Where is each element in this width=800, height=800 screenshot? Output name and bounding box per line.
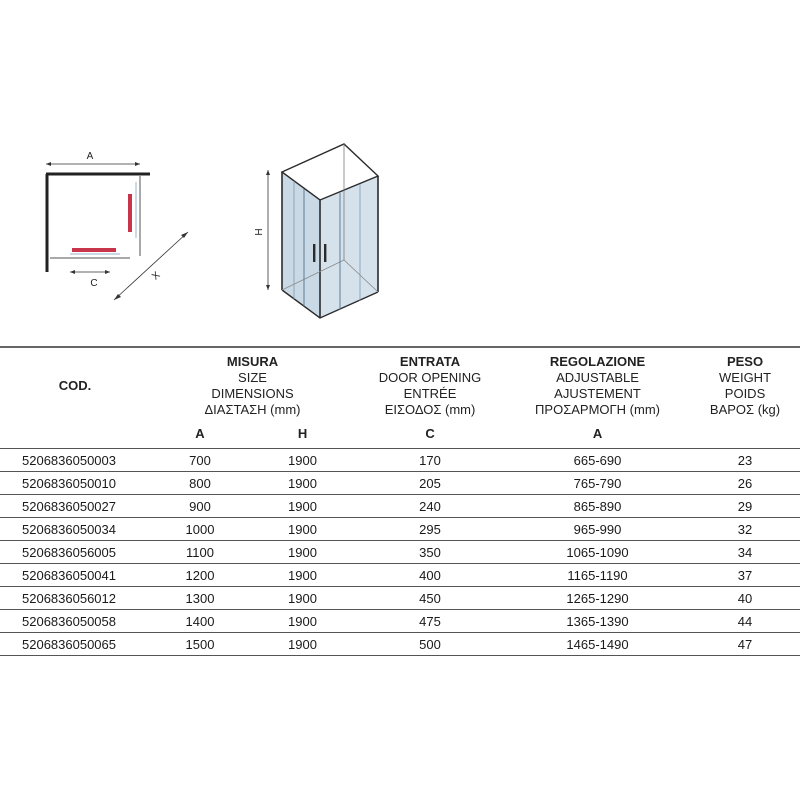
size-h-cell: 1900 xyxy=(250,449,355,472)
header-weight-gr: ΒΑΡΟΣ (kg) xyxy=(709,402,781,417)
size-a-cell: 1300 xyxy=(150,587,250,610)
size-h-cell: 1900 xyxy=(250,495,355,518)
code-cell: 5206836050003 xyxy=(0,449,150,472)
code-cell: 5206836050010 xyxy=(0,472,150,495)
dimension-a-label: A xyxy=(86,151,94,162)
dimension-h-arrow-bottom xyxy=(266,285,270,290)
dimension-a-arrow-right xyxy=(135,162,140,166)
adjust-cell: 965-990 xyxy=(505,518,690,541)
plan-view-diagram xyxy=(40,148,200,308)
dimension-c-label: C xyxy=(90,278,98,289)
adjust-cell: 1365-1390 xyxy=(505,610,690,633)
adjust-cell: 1265-1290 xyxy=(505,587,690,610)
size-h-cell: 1900 xyxy=(250,610,355,633)
header-adjust-it: REGOLAZIONE xyxy=(549,354,646,369)
elevation-diagram xyxy=(250,132,390,322)
header-adjust xyxy=(505,347,690,418)
size-a-cell: 1200 xyxy=(150,564,250,587)
weight-cell: 26 xyxy=(690,472,800,495)
code-cell: 5206836050065 xyxy=(0,633,150,656)
header-door-fr: ENTRÉE xyxy=(403,386,457,401)
table-row xyxy=(0,610,800,633)
right-door-handle xyxy=(128,194,132,232)
size-a-cell: 1100 xyxy=(150,541,250,564)
right-door-handle xyxy=(324,244,326,262)
door-c-cell: 450 xyxy=(355,587,505,610)
door-c-cell: 475 xyxy=(355,610,505,633)
header-door-it: ENTRATA xyxy=(399,354,461,369)
header-size-gr: ΔΙΑΣΤΑΣΗ (mm) xyxy=(204,402,301,417)
header-adjust-fr: AJUSTEMENT xyxy=(554,386,641,401)
header-size-it: MISURA xyxy=(226,354,279,369)
door-c-cell: 240 xyxy=(355,495,505,518)
front-door-handle xyxy=(72,248,116,252)
header-size xyxy=(150,347,355,418)
door-c-cell: 500 xyxy=(355,633,505,656)
adjust-cell: 1465-1490 xyxy=(505,633,690,656)
header-door-gr: ΕΙΣΟΔΟΣ (mm) xyxy=(384,402,476,417)
code-cell: 5206836050034 xyxy=(0,518,150,541)
table-body xyxy=(0,449,800,656)
size-h-cell: 1900 xyxy=(250,472,355,495)
specifications-table xyxy=(0,346,800,656)
right-glass-face xyxy=(320,176,378,318)
dimension-h-label: H xyxy=(254,228,265,236)
adjust-cell: 765-790 xyxy=(505,472,690,495)
table-header-row xyxy=(0,347,800,418)
letter-empty xyxy=(0,418,150,449)
weight-cell: 23 xyxy=(690,449,800,472)
weight-cell: 32 xyxy=(690,518,800,541)
size-h-cell: 1900 xyxy=(250,587,355,610)
dimension-c-arrow-right xyxy=(105,270,110,274)
weight-cell: 29 xyxy=(690,495,800,518)
table-row xyxy=(0,472,800,495)
header-weight-it: PESO xyxy=(726,354,764,369)
door-c-cell: 350 xyxy=(355,541,505,564)
letter-adj: A xyxy=(592,426,603,441)
letter-weight-empty xyxy=(690,418,800,449)
header-size-en: SIZE xyxy=(238,370,267,385)
table-row xyxy=(0,541,800,564)
adjust-cell: 865-890 xyxy=(505,495,690,518)
table-row xyxy=(0,518,800,541)
adjust-cell: 1165-1190 xyxy=(505,564,690,587)
dimension-x-line xyxy=(114,232,188,300)
code-cell: 5206836050058 xyxy=(0,610,150,633)
letter-h: H xyxy=(297,426,308,441)
size-a-cell: 800 xyxy=(150,472,250,495)
left-door-handle xyxy=(313,244,315,262)
weight-cell: 34 xyxy=(690,541,800,564)
header-weight-en: WEIGHT xyxy=(719,370,772,385)
header-door xyxy=(355,347,505,418)
code-cell: 5206836050041 xyxy=(0,564,150,587)
size-h-cell: 1900 xyxy=(250,564,355,587)
size-a-cell: 1400 xyxy=(150,610,250,633)
code-cell: 5206836056012 xyxy=(0,587,150,610)
door-c-cell: 295 xyxy=(355,518,505,541)
header-adjust-gr: ΠΡΟΣΑΡΜΟΓΗ (mm) xyxy=(535,402,660,417)
weight-cell: 40 xyxy=(690,587,800,610)
weight-cell: 44 xyxy=(690,610,800,633)
letter-c: C xyxy=(425,426,435,441)
door-c-cell: 170 xyxy=(355,449,505,472)
header-weight-fr: POIDS xyxy=(724,386,766,401)
door-c-cell: 400 xyxy=(355,564,505,587)
size-a-cell: 1000 xyxy=(150,518,250,541)
size-a-cell: 900 xyxy=(150,495,250,518)
dimension-h-arrow-top xyxy=(266,170,270,175)
table-row xyxy=(0,495,800,518)
letter-a: A xyxy=(195,426,205,441)
header-adjust-en: ADJUSTABLE xyxy=(556,370,639,385)
door-c-cell: 205 xyxy=(355,472,505,495)
size-h-cell: 1900 xyxy=(250,518,355,541)
size-a-cell: 700 xyxy=(150,449,250,472)
size-a-cell: 1500 xyxy=(150,633,250,656)
header-code: COD. xyxy=(58,378,92,393)
dimension-c-arrow-left xyxy=(70,270,75,274)
weight-cell: 47 xyxy=(690,633,800,656)
table-letter-row xyxy=(0,418,800,449)
table-row xyxy=(0,633,800,656)
dimension-x-label: X xyxy=(150,269,163,283)
table-row xyxy=(0,564,800,587)
adjust-cell: 1065-1090 xyxy=(505,541,690,564)
size-h-cell: 1900 xyxy=(250,541,355,564)
table-row xyxy=(0,587,800,610)
code-cell: 5206836050027 xyxy=(0,495,150,518)
adjust-cell: 665-690 xyxy=(505,449,690,472)
code-cell: 5206836056005 xyxy=(0,541,150,564)
header-size-fr: DIMENSIONS xyxy=(211,386,294,401)
dimension-a-arrow-left xyxy=(46,162,51,166)
weight-cell: 37 xyxy=(690,564,800,587)
header-weight xyxy=(690,347,800,418)
table-row xyxy=(0,449,800,472)
size-h-cell: 1900 xyxy=(250,633,355,656)
header-door-en: DOOR OPENING xyxy=(378,370,482,385)
